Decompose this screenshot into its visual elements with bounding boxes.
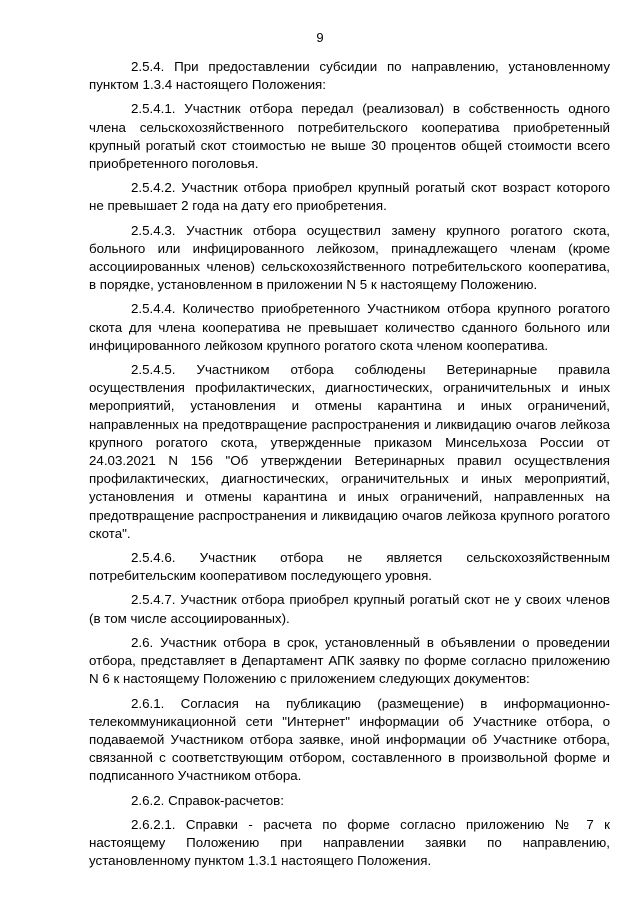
paragraph-2-6-2: 2.6.2. Справок-расчетов: bbox=[131, 792, 284, 808]
paragraph-2-5-4-7: 2.5.4.7. Участник отбора приобрел крупный рогатый скот не у своих членов (в том числе ассоциированных). bbox=[89, 592, 610, 626]
document-body bbox=[89, 58, 610, 876]
paragraph-2-5-4-5: 2.5.4.5. Участником отбора соблюдены Ветеринарные правила осуществления профилактических, диагностических, ограничительных и иных мероприятий, установления и отмены карантина и иных ограничений, направленных на предотвращение распространения и ликвидацию очагов лейкоза крупного рогатого скота, утвержденные приказом Минсельхоза России от 24.03.2021 N 156 "Об утверждении Ветеринарных правил осуществления профилактических, диагностических, ограничительных и иных мероприятий, установления и отмены карантина и иных ограничений, направленных на предотвращение распространения и ликвидацию очагов лейкоза крупного рогатого скота". bbox=[89, 362, 610, 541]
paragraph-2-5-4-6: 2.5.4.6. Участник отбора не является сельскохозяйственным потребительским кооперативом последующего уровня. bbox=[89, 550, 610, 584]
paragraph-2-5-4-4: 2.5.4.4. Количество приобретенного Участником отбора крупного рогатого скота для члена кооператива не превышает количество сданного больного или инфицированного лейкозом крупного рогатого скота членом кооператива. bbox=[89, 301, 610, 353]
page-number: 9 bbox=[316, 30, 324, 45]
paragraph-2-5-4-1: 2.5.4.1. Участник отбора передал (реализовал) в собственность одного члена сельскохозяйственного потребительского кооператива приобретенный крупный рогатый скот стоимостью не выше 30 процентов общей стоимости всего приобретенного поголовья. bbox=[89, 101, 610, 172]
paragraph-2-6: 2.6. Участник отбора в срок, установленный в объявлении о проведении отбора, представляет в Департамент АПК заявку по форме согласно приложению N 6 к настоящему Положению с приложением следующих документов: bbox=[89, 634, 610, 687]
paragraph-2-5-4-2: 2.5.4.2. Участник отбора приобрел крупный рогатый скот возраст которого не превышает 2 года на дату его приобретения. bbox=[89, 180, 610, 214]
paragraph-2-5-4: 2.5.4. При предоставлении субсидии по направлению, установленному пунктом 1.3.4 настоящего Положения: bbox=[89, 59, 610, 93]
paragraph-2-6-1: 2.6.1. Согласия на публикацию (размещение) в информационно-телекоммуникационной сети "Интернет" информации об Участнике отбора, о подаваемой Участником отбора заявке, иной информации об Участнике отбора, связанной с соответствующим отбором, составленного в произвольной форме и подписанного Участником отбора. bbox=[89, 695, 610, 784]
paragraph-2-6-2-1: 2.6.2.1. Справки - расчета по форме согласно приложению № 7 к настоящему Положению при направлении заявки по направлению, установленному пунктом 1.3.1 настоящего Положения. bbox=[89, 816, 610, 869]
paragraph-2-5-4-3: 2.5.4.3. Участник отбора осуществил замену крупного рогатого скота, больного или инфицированного лейкозом, принадлежащего членам (кроме ассоциированных членов) сельскохозяйственного потребительского кооператива, в порядке, установленном в приложении N 5 к настоящему Положению. bbox=[89, 222, 610, 293]
